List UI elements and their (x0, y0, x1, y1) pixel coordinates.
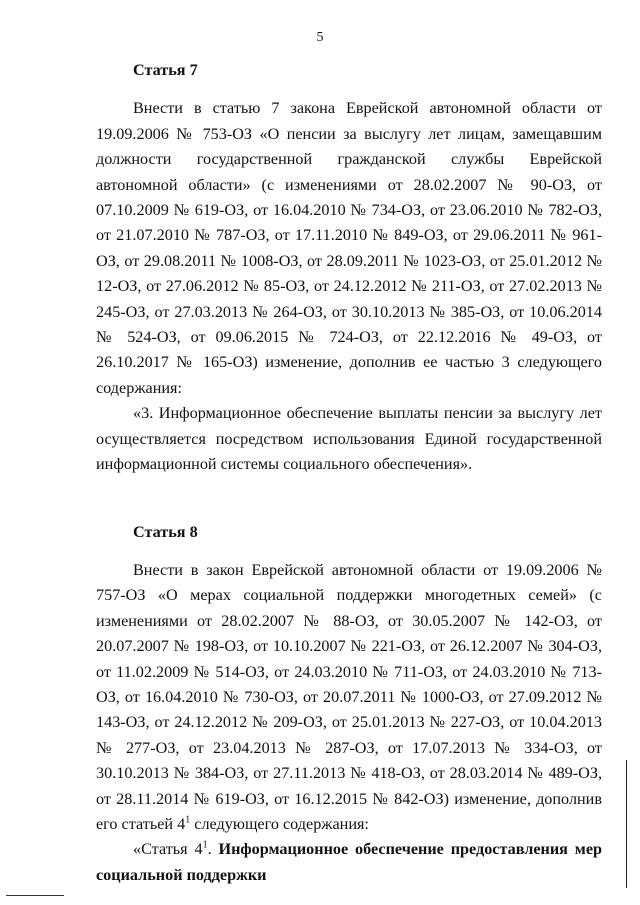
article-8-quote-superscript: 1 (202, 839, 208, 851)
article-7-quote: «3. Информационное обеспечение выплаты пенсии за выслугу лет осуществляется посредством использования Единой государственной информационной системы социального обеспечения». (96, 404, 602, 474)
article-8-body-tail: следующего содержания: (190, 814, 369, 833)
article-7-heading: Статья 7 (133, 61, 198, 79)
article-8-body (96, 558, 602, 837)
article-8-body-text: Внести в закон Еврейской автономной области от 19.09.2006 № 757-ОЗ «О мерах социальной поддержки многодетных семей» (с изменениями от 28.02.2007 № 88-ОЗ, от 30.05.2007 № 142-ОЗ, от 20.07.2007 № 198-ОЗ, от 10.10.2007 № 221-ОЗ, от 26.12.2007 № 304-ОЗ, от 11.02.2009 № 514-ОЗ, от 24.03.2010 № 711-ОЗ, от 24.03.2010 № 713-ОЗ, от 16.04.2010 № 730-ОЗ, от 20.07.2011 № 1000-ОЗ, от 27.09.2012 № 143-ОЗ, от 24.12.2012 № 209-ОЗ, от 25.01.2013 № 227-ОЗ, от 10.04.2013 № 277-ОЗ, от 23.04.2013 № 287-ОЗ, от 17.07.2013 № 334-ОЗ, от 30.10.2013 № 384-ОЗ, от 27.11.2013 № 418-ОЗ, от 28.03.2014 № 489-ОЗ, от 28.11.2014 № 619-ОЗ, от 16.12.2015 № 842-ОЗ) изменение, дополнив его статьей 4 (96, 560, 602, 833)
margin-line (626, 760, 627, 888)
article-8-quote (96, 837, 602, 888)
document-body (96, 58, 602, 888)
article-8-quote-title: Информационное обеспечение предоставления мер социальной поддержки (96, 840, 603, 884)
article-8-body-superscript: 1 (185, 814, 191, 826)
article-8-quote-dot: . (207, 840, 212, 859)
spacer (96, 545, 602, 558)
page-number: 5 (316, 30, 324, 45)
footnote-separator (6, 895, 64, 896)
spacer (96, 478, 602, 520)
article-7-body: Внести в статью 7 закона Еврейской автономной области от 19.09.2006 № 753-ОЗ «О пенсии за выслугу лет лицам, замещавшим должности государственной гражданской службы Еврейской автономной области» (с изменениями от 28.02.2007 № 90-ОЗ, от 07.10.2009 № 619-ОЗ, от 16.04.2010 № 734-ОЗ, от 23.06.2010 № 782-ОЗ, от 21.07.2010 № 787-ОЗ, от 17.11.2010 № 849-ОЗ, от 29.06.2011 № 961-ОЗ, от 29.08.2011 № 1008-ОЗ, от 28.09.2011 № 1023-ОЗ, от 25.01.2012 № 12-ОЗ, от 27.06.2012 № 85-ОЗ, от 24.12.2012 № 211-ОЗ, от 27.02.2013 № 245-ОЗ, от 27.03.2013 № 264-ОЗ, от 30.10.2013 № 385-ОЗ, от 10.06.2014 № 524-ОЗ, от 09.06.2015 № 724-ОЗ, от 22.12.2016 № 49-ОЗ, от 26.10.2017 № 165-ОЗ) изменение, дополнив ее частью 3 следующего содержания: (96, 99, 602, 397)
article-8-heading: Статья 8 (133, 522, 198, 541)
spacer (96, 83, 602, 96)
article-8-quote-prefix: «Статья 4 (133, 840, 203, 859)
